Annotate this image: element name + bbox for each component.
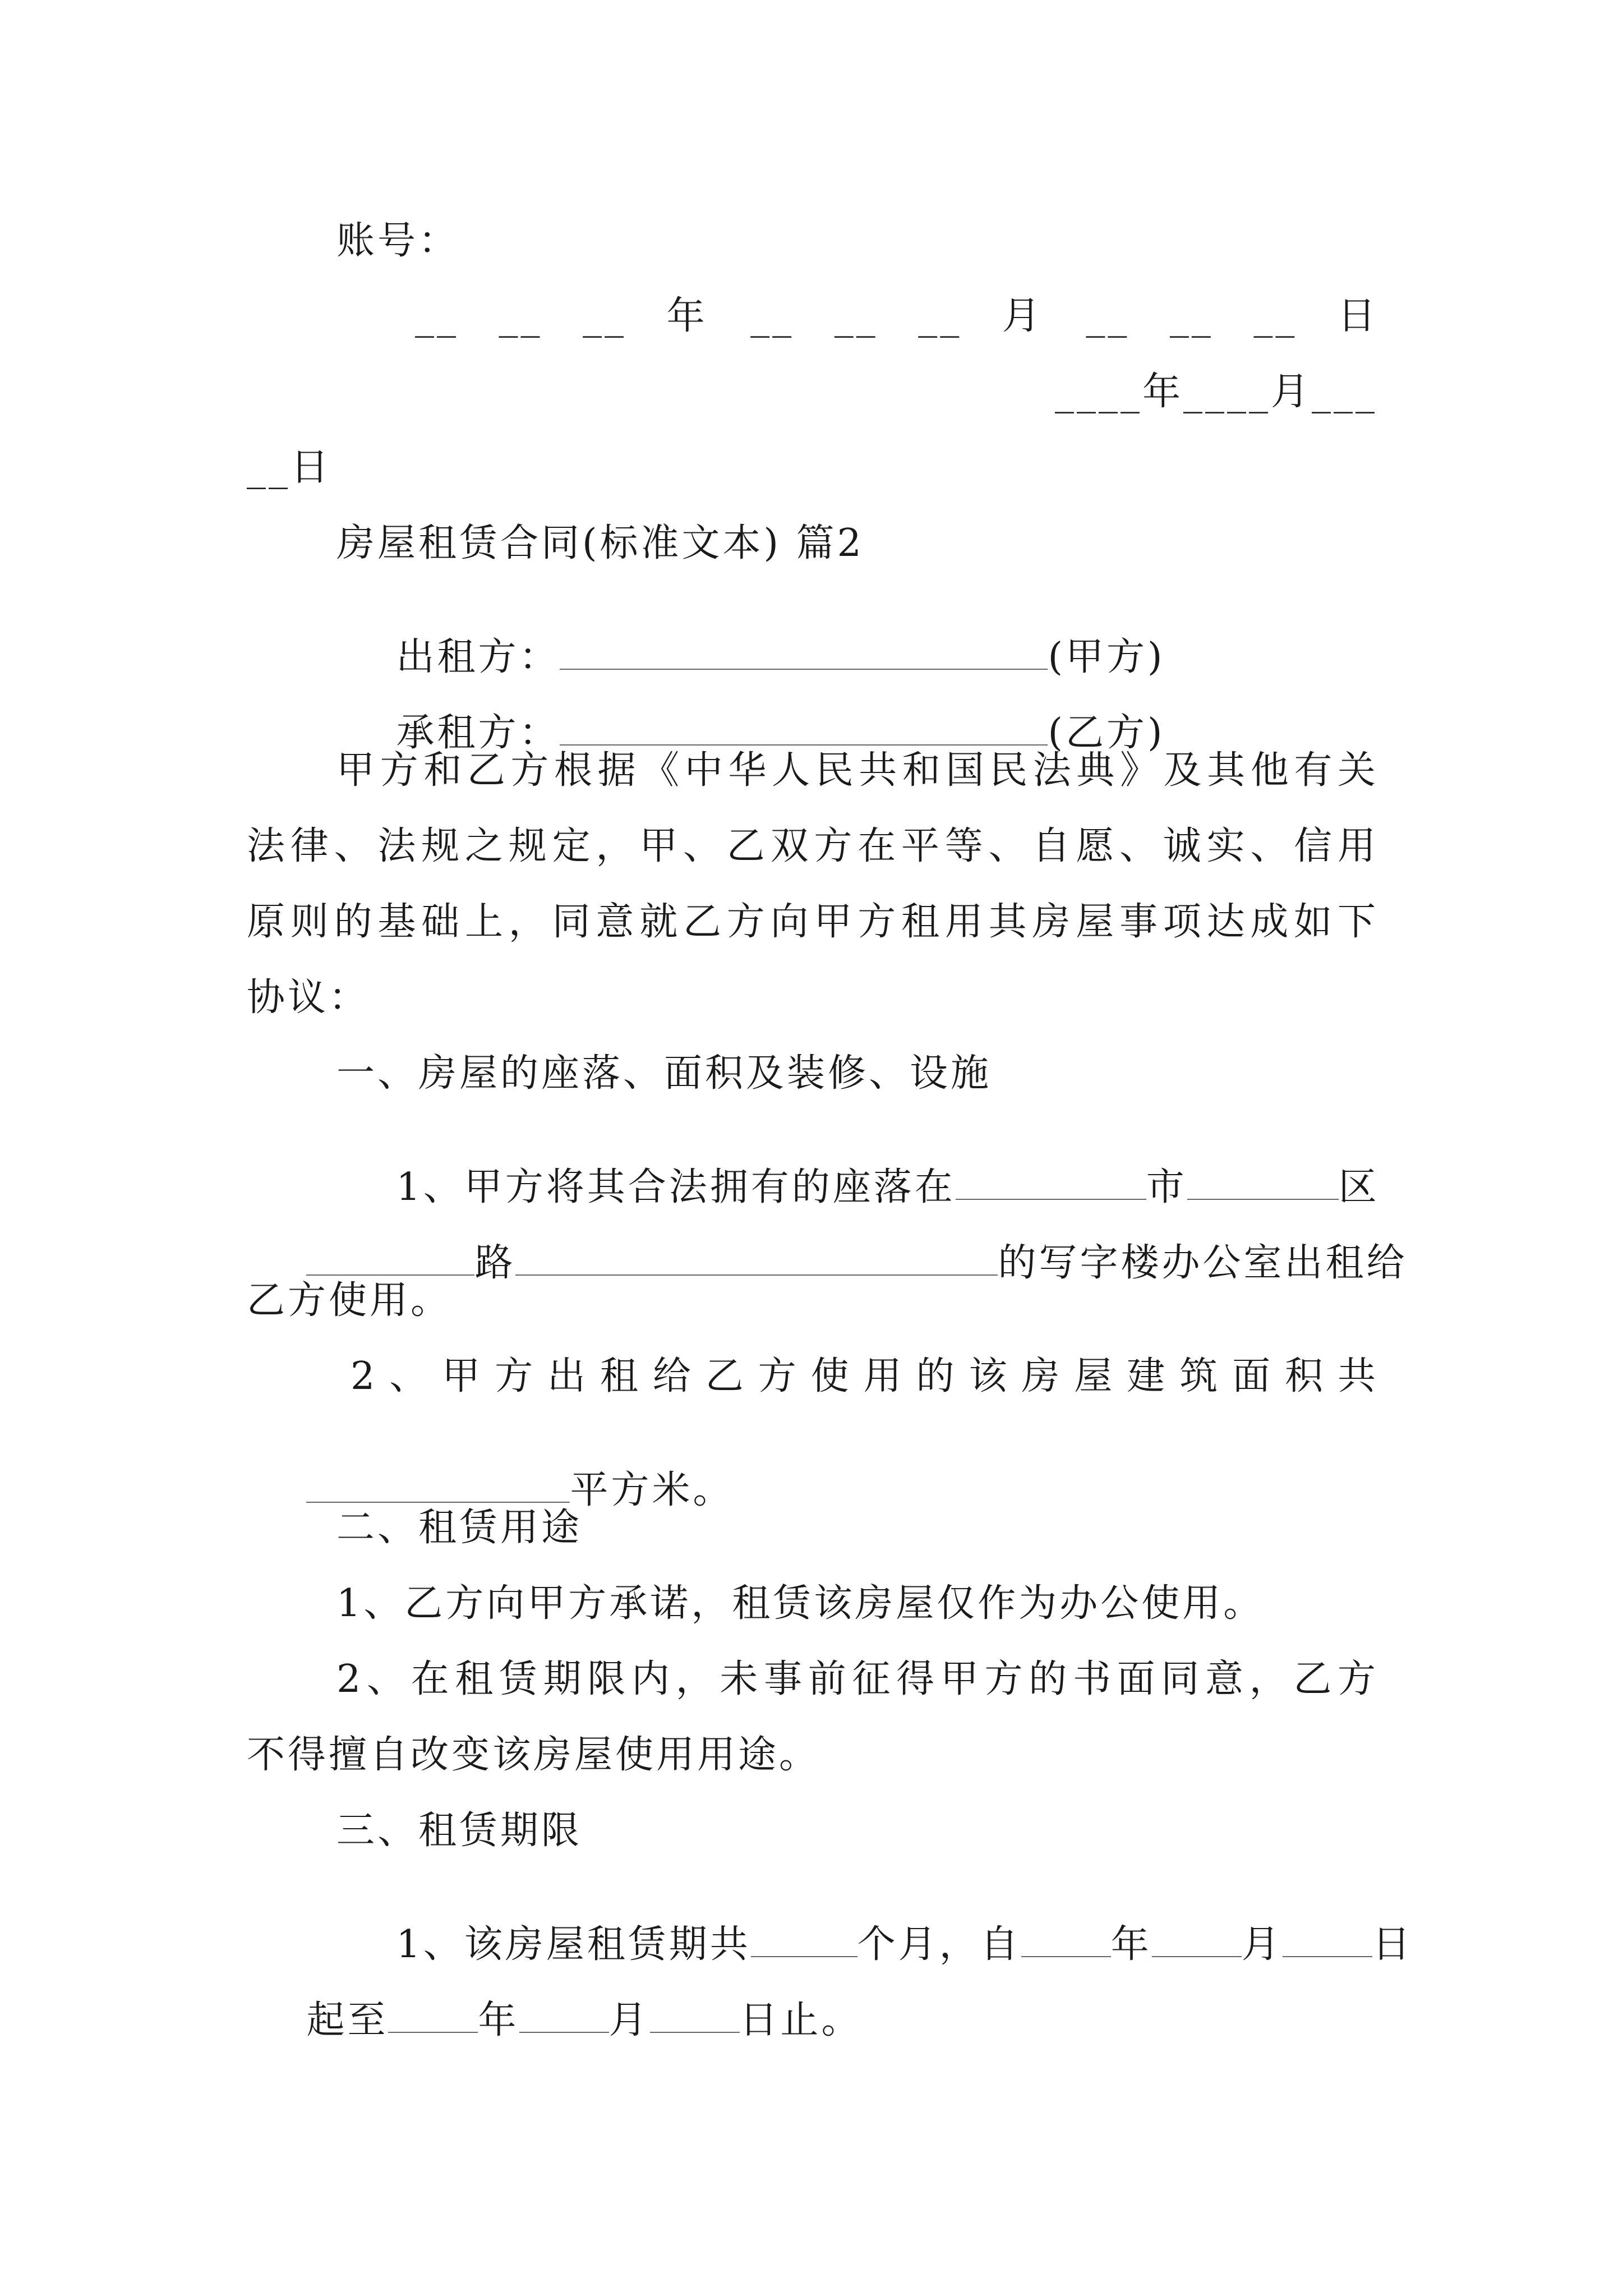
road-name-blank xyxy=(306,1245,474,1276)
end-month-blank xyxy=(519,2003,609,2033)
date-line-2: ____年____月___ xyxy=(1054,370,1377,414)
s1-item2-unit: 平方米。 xyxy=(570,1468,734,1512)
start-year-blank xyxy=(1021,1927,1111,1957)
s2-item2-line1: 2、在租赁期限内，未事前征得甲方的书面同意，乙方 xyxy=(336,1657,1378,1701)
s1-item2-line1: 2、甲方出租给乙方使用的该房屋建筑面积共 xyxy=(351,1354,1378,1398)
s3-end-year-label: 年 xyxy=(478,1998,519,2042)
section-1-heading: 一、房屋的座落、面积及装修、设施 xyxy=(336,1051,992,1096)
s1-item1-line3: 乙方使用。 xyxy=(247,1278,452,1323)
s1-city-label: 市 xyxy=(1146,1165,1187,1209)
s3-start-month-label: 月 xyxy=(1241,1922,1283,1967)
district-blank xyxy=(1187,1170,1339,1200)
lessor-label: 出租方： xyxy=(396,635,560,679)
section-title: 房屋租赁合同(标准文本) 篇2 xyxy=(336,521,864,565)
lessee-label: 承租方： xyxy=(396,711,560,755)
start-month-blank xyxy=(1152,1927,1242,1957)
s1-road-label: 路 xyxy=(474,1241,516,1285)
s2-item1: 1、乙方向甲方承诺，租赁该房屋仅作为办公使用。 xyxy=(336,1581,1265,1626)
intro-line-4: 协议： xyxy=(247,976,370,1020)
end-day-blank xyxy=(650,2003,740,2033)
s3-start-year-label: 年 xyxy=(1110,1922,1152,1967)
account-label: 账号： xyxy=(336,219,460,263)
s3-item1-line2 xyxy=(247,1963,863,2078)
intro-line-3: 原则的基础上，同意就乙方向甲方租用其房屋事项达成如下 xyxy=(247,900,1378,944)
s1-item1-suffix: 的写字楼办公室出租给 xyxy=(998,1241,1408,1285)
lessee-blank xyxy=(560,715,1048,746)
months-blank xyxy=(751,1927,857,1957)
s1-district-label: 区 xyxy=(1338,1165,1380,1209)
intro-line-1: 甲方和乙方根据《中华人民共和国民法典》及其他有关 xyxy=(336,748,1378,793)
s3-line2-prefix: 起至 xyxy=(306,1998,389,2042)
end-year-blank xyxy=(388,2003,478,2033)
start-day-blank xyxy=(1283,1927,1372,1957)
s3-months-label: 个月，自 xyxy=(857,1922,1021,1967)
city-blank xyxy=(956,1170,1146,1200)
intro-line-2: 法律、法规之规定，甲、乙双方在平等、自愿、诚实、信用 xyxy=(247,824,1378,868)
s3-end-month-label: 月 xyxy=(608,1998,650,2042)
s1-item1-prefix: 1、甲方将其合法拥有的座落在 xyxy=(396,1165,956,1209)
date-line-1: __ __ __ 年 __ __ __ 月 __ __ __ 日 xyxy=(415,294,1378,338)
s3-start-day-label: 日 xyxy=(1372,1922,1413,1967)
area-blank xyxy=(306,1473,570,1503)
s3-item1-prefix: 1、该房屋租赁期共 xyxy=(396,1922,751,1967)
s3-line2-end: 日止。 xyxy=(739,1998,863,2042)
section-3-heading: 三、租赁期限 xyxy=(336,1809,583,1853)
lessee-suffix: (乙方) xyxy=(1048,711,1165,755)
s2-item2-line2: 不得擅自改变该房屋使用用途。 xyxy=(247,1733,820,1777)
lessor-suffix: (甲方) xyxy=(1048,635,1165,679)
address-blank xyxy=(515,1245,998,1276)
section-2-heading: 二、租赁用途 xyxy=(336,1506,583,1550)
date-line-3: __日 xyxy=(247,445,332,490)
lessor-blank xyxy=(560,639,1048,670)
